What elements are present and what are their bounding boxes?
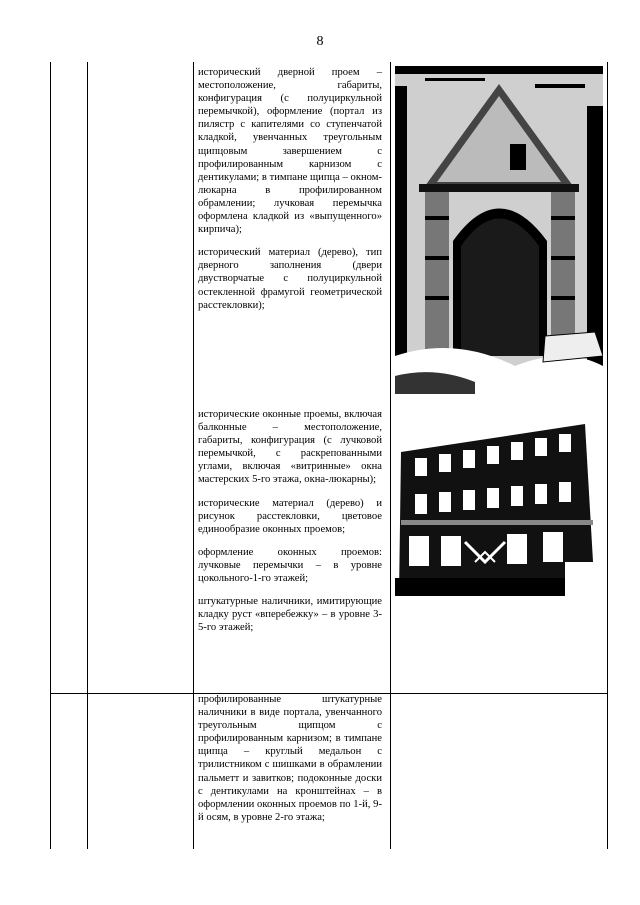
section3-text: [198, 693, 382, 834]
section1-text: [198, 66, 382, 322]
section2-text: [198, 408, 382, 644]
column-border-right: [607, 62, 608, 849]
column-border-1: [87, 62, 88, 849]
paragraph-window-material: исторические материал (дерево) и рисунок расстекловки, цветовое единообразие оконных проемов;: [198, 497, 382, 535]
paragraph-portal-architraves: профилированные штукатурные наличники в виде портала, увенчанного треугольным щипцом с профилированным карнизом; в тимпане щипца – круглый медальон с трилистником с шишками в обрамлении пальметт и завитков; подоконные доски с дентикулами на кронштейнах – в оформлении оконных проемов по 1-й, 9-й осям, в уровне 2-го этажа;: [198, 694, 382, 823]
paragraph-door-material: исторический материал (дерево), тип дверного заполнения (двери двустворчатые с полуциркульной остекленной фрамугой геометрической расстекловки);: [198, 247, 382, 311]
paragraph-door-opening: исторический дверной проем – местоположение, габариты, конфигурация (с полуциркульной перемычкой), оформление (портал из пилястр с капителями со ступенчатой кладкой, увенчанных треугольным щипцовым завершением с профилированным карнизом с дентикулами; в тимпане щипца – окном-люкарна в профилированном обрамлении; лучковая перемычка оформлена кладкой из «выпущенного» кирпича);: [198, 67, 382, 236]
paragraph-plaster-architraves: штукатурные наличники, имитирующие кладку руст «вперебежку» – в уровне 3-5-го этажей;: [198, 596, 382, 634]
page-number: 8: [316, 34, 324, 49]
paragraph-window-decoration: оформление оконных проемов: лучковые перемычки – в уровне цокольного-1-го этажей;: [198, 546, 382, 585]
facade-photo: [395, 412, 603, 596]
column-border-2: [193, 62, 194, 849]
column-border-left: [50, 62, 51, 849]
doorway-photo: [395, 66, 603, 394]
paragraph-window-openings: исторические оконные проемы, включая балконные – местоположение, габариты, конфигурация (с лучковой перемычкой, с раскрепованными углами, включая «витринные» окна мастерских 5-го этажа, окна-люкарны);: [198, 409, 382, 486]
column-border-3: [390, 62, 391, 849]
